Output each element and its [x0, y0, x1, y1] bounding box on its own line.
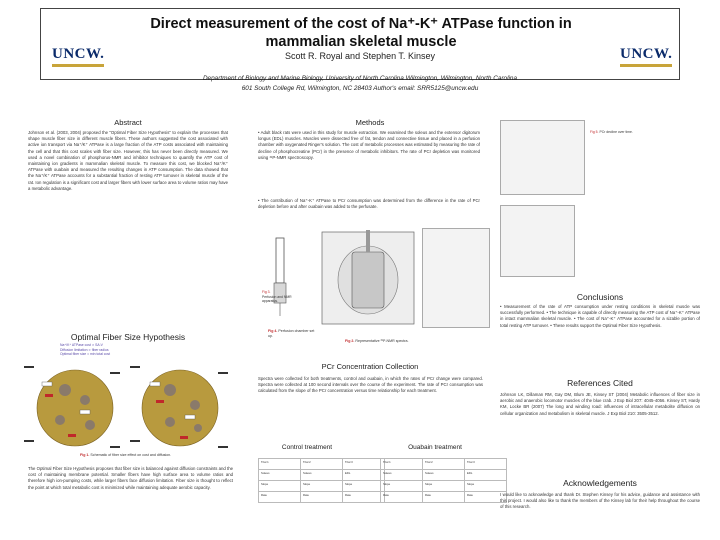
- chamber-diagram: [318, 228, 418, 328]
- fig-nmr-caption-title: Fig 2.: [345, 339, 355, 343]
- acknowledgements-heading: Acknowledgements: [563, 478, 637, 488]
- mitochondrion: [194, 424, 202, 432]
- table-cell: EDL: [343, 470, 385, 481]
- table-cell: Soleus: [423, 470, 465, 481]
- affiliation: [0, 74, 720, 94]
- hypothesis-text: The Optimal Fiber Size Hypothesis proposes that fiber size is balanced against diffusion constraints and the cost of maintaining membrane potential. Smaller fibers have high surface area to volume ratios and therefore high ion-pumping costs, while larger fibers face diffusion limitation. Fiber size is thought to reflect the point at which total metabolic cost is minimized while maintaining adequate aerobic capacity.: [28, 466, 233, 490]
- table-row: [259, 459, 385, 470]
- table-cell: Trial 3: [465, 459, 507, 470]
- fiber-diagram: [20, 360, 235, 460]
- table-cell: Soleus: [301, 470, 343, 481]
- mitochondrion: [59, 384, 71, 396]
- table-row: [259, 492, 385, 503]
- methods-heading: Methods: [355, 118, 385, 127]
- hypothesis-heading: Optimal Fiber Size Hypothesis: [70, 332, 186, 342]
- fig-setup-caption-text: Perfusion chamber set up.: [268, 329, 315, 338]
- table-row: [381, 492, 507, 503]
- ouabain-table: [380, 458, 507, 503]
- fig-nmr-caption-text: Representative ³¹P-NMR spectra.: [355, 339, 409, 343]
- methods-text-2: • The contribution of Na⁺-K⁺ ATPase to PCr consumption was determined from the difference in the rate of PCr depletion before and after ouabain was added to the perfusate.: [258, 198, 480, 210]
- small-label: [110, 446, 120, 448]
- fig1-caption-text: Schematic of fiber size effect on cost and diffusion.: [90, 453, 172, 457]
- table-cell: Trial 2: [423, 459, 465, 470]
- title-line-2: mammalian skeletal muscle: [265, 34, 457, 50]
- small-label: [130, 366, 140, 368]
- nmr-image: [422, 228, 490, 328]
- pcr-heading: PCr Concentration Collection: [321, 362, 419, 371]
- apparatus-note-title: Fig 3.: [262, 290, 271, 294]
- table-cell: Trial 3: [343, 459, 385, 470]
- results-graph-2: [500, 205, 575, 277]
- table-cell: Slope: [343, 481, 385, 492]
- methods-text-1: • Adult black rats were used in this study for muscle extraction. We examined the soleus and the extensor digitorum longus (EDL) muscles. Muscles were dissected free of fat, tendon and connective tissue and placed in a perfusion chamber with oxygenated Ringer's solution. The cost of metabolic processes was estimated by measuring the rate of decline of phosphocreatine (PCr) in the presence of metabolic inhibitors. The rate of PCr depletion was monitored using ³¹P-NMR spectroscopy.: [258, 130, 480, 160]
- large-fiber-right: [142, 370, 218, 446]
- ouabain-heading: Ouabain treatment: [408, 444, 462, 451]
- sample-tube: [352, 252, 384, 308]
- fig-nmr-caption: [345, 339, 485, 344]
- results-graph-1: [500, 120, 585, 195]
- graph1-caption-title: Fig 5.: [590, 130, 599, 134]
- mitochondrion: [80, 395, 90, 405]
- table-cell: Trial 2: [301, 459, 343, 470]
- formula-1: Na⁺/K⁺ ATPase cost ∝ SA:V: [60, 343, 103, 347]
- mitochondrion: [55, 415, 65, 425]
- red-marker: [156, 400, 164, 403]
- small-label: [110, 372, 120, 374]
- logo-text: UNCW.: [620, 46, 673, 62]
- references-text: Johnson LK, Dillaman RM, Gay DM, Blum JE, Kinsey ST (2004) Metabolic influences of fiber size in aerobic and anaerobic locomotor muscles of the blue crab. J Exp Biol 207: 4045-4056. Kinsey ST, Hardy KM, Locke BR (2007) The long and winding road: influences of intracellular metabolite diffusion on cellular organization and metabolism in skeletal muscle. J Exp Biol 210: 3505-3512.: [500, 392, 700, 416]
- references-heading: References Cited: [567, 378, 633, 388]
- hypothesis-formulas: [60, 343, 210, 357]
- small-label: [130, 440, 140, 442]
- authors: Scott R. Royal and Stephen T. Kinsey: [285, 51, 435, 61]
- control-table: [258, 458, 385, 503]
- label-tag: [150, 382, 160, 386]
- poster-title: [41, 15, 681, 51]
- table-cell: Trial 1: [259, 459, 301, 470]
- fig1-caption-title: Fig 1.: [80, 453, 90, 457]
- formula-3: Optimal fiber size = min total cost: [60, 352, 111, 357]
- table-cell: Rate: [423, 492, 465, 503]
- acknowledgements-text: I would like to acknowledge and thank Dr. Stephen Kinsey for his advice, guidance and assistance with this project. I would also like to thank the members of the Kinsey lab for their help throughout the course of this research.: [500, 492, 700, 510]
- logo-bar: [52, 64, 104, 67]
- abstract-text: Johnson et al. (2003, 2004) proposed the "Optimal Fiber Size Hypothesis" to explain the processes that shape muscle fiber size in different muscle fibers. These authors suggested the cost associated with active ion transport via Na⁺/K⁺ ATPase is a large fraction of the ATP costs associated with maintaining the cell and that this cost scales with fiber size. However, this has never been directly measured. We used a novel combination of phosphorus-NMR and inhibitor techniques to quantify the ATP cost of maintaining ion gradients in mammalian skeletal muscle. To measure this cost, we blocked Na⁺/K⁺ ATPase with ouabain and measured the resulting changes in ATP consumption. The data showed that the Na⁺/K⁺ ATPase accounts for a substantial fraction of resting ATP turnover in skeletal muscle of the rat. Ion regulation is a significant cost and larger fibers with lower surface area to volume ratios may have a metabolic advantage.: [28, 130, 228, 191]
- table-cell: Rate: [381, 492, 423, 503]
- table-row: [381, 481, 507, 492]
- fig-setup-caption-title: Fig 4.: [268, 329, 278, 333]
- table-cell: Rate: [465, 492, 507, 503]
- inlet: [366, 230, 370, 252]
- apparatus-note-text: Perfusion and NMR apparatus.: [262, 294, 292, 304]
- label-tag: [185, 415, 195, 419]
- label-tag: [80, 410, 90, 414]
- red-marker: [180, 436, 188, 439]
- formula-2: Diffusion limitation ∝ fiber radius: [60, 347, 109, 352]
- table-cell: Rate: [301, 492, 343, 503]
- small-label: [218, 446, 228, 448]
- mitochondrion: [165, 417, 175, 427]
- small-label: [24, 366, 34, 368]
- affiliation-line-1: Department of Biology and Marine Biology, University of North Carolina Wilmington, Wilmington, North Carolina: [202, 75, 518, 82]
- control-heading: Control treatment: [281, 444, 333, 451]
- abstract-heading: Abstract: [114, 118, 142, 127]
- title-box: [40, 8, 680, 80]
- small-label: [24, 440, 34, 442]
- mitochondrion: [190, 400, 200, 410]
- table-cell: Soleus: [381, 470, 423, 481]
- red-marker: [45, 394, 53, 397]
- logo-bar: [620, 64, 672, 67]
- graph1-caption: [590, 130, 685, 135]
- table-cell: Slope: [259, 481, 301, 492]
- table-cell: Soleus: [259, 470, 301, 481]
- graph1-caption-text: PCr decline over time.: [599, 130, 633, 134]
- table-cell: EDL: [465, 470, 507, 481]
- table-row: [381, 470, 507, 481]
- mitochondrion: [164, 384, 176, 396]
- perfusion-apparatus: [250, 232, 310, 322]
- label-tag: [42, 382, 52, 386]
- logo-text: UNCW.: [52, 46, 105, 62]
- conclusions-text: • Measurement of the rate of ATP consumption under resting conditions in skeletal muscle was successfully performed. • The technique is capable of directly measuring the ATP cost of Na⁺-K⁺ ATPase in intact mammalian skeletal muscle. • The cost of Na⁺-K⁺ ATPase accounted for a sizable portion of total resting ATP turnover. • These results support the Optimal Fiber Size Hypothesis.: [500, 304, 700, 328]
- table-cell: Trial 1: [381, 459, 423, 470]
- table-cell: Slope: [423, 481, 465, 492]
- small-label: [218, 372, 228, 374]
- fig1-caption: [80, 453, 180, 458]
- apparatus-note: [262, 290, 302, 304]
- title-line-1: Direct measurement of the cost of Na⁺-K⁺ ATPase function in: [150, 16, 572, 32]
- table-row: [381, 459, 507, 470]
- table-row: [259, 481, 385, 492]
- table-cell: Rate: [259, 492, 301, 503]
- mitochondrion: [85, 420, 95, 430]
- fig-setup-caption: [268, 329, 318, 338]
- red-marker: [68, 434, 76, 437]
- perfusion-tube: [276, 238, 284, 283]
- affiliation-line-2: 601 South College Rd, Wilmington, NC 28403 Author's email: SRR5125@uncw.edu: [241, 85, 479, 92]
- pcr-text: Spectra were collected for both treatments, control and ouabain, in which the rates of PCr change were compared. Spectra were collected at 100 second intervals over the course of the experiment. The rate of PCr consumption was calculated from the slope of the PCr concentration versus time relationship for each treatment.: [258, 376, 483, 394]
- table-cell: Slope: [381, 481, 423, 492]
- table-cell: Slope: [301, 481, 343, 492]
- table-row: [259, 470, 385, 481]
- conclusions-heading: Conclusions: [576, 292, 624, 302]
- table-cell: Rate: [343, 492, 385, 503]
- table-cell: Slope: [465, 481, 507, 492]
